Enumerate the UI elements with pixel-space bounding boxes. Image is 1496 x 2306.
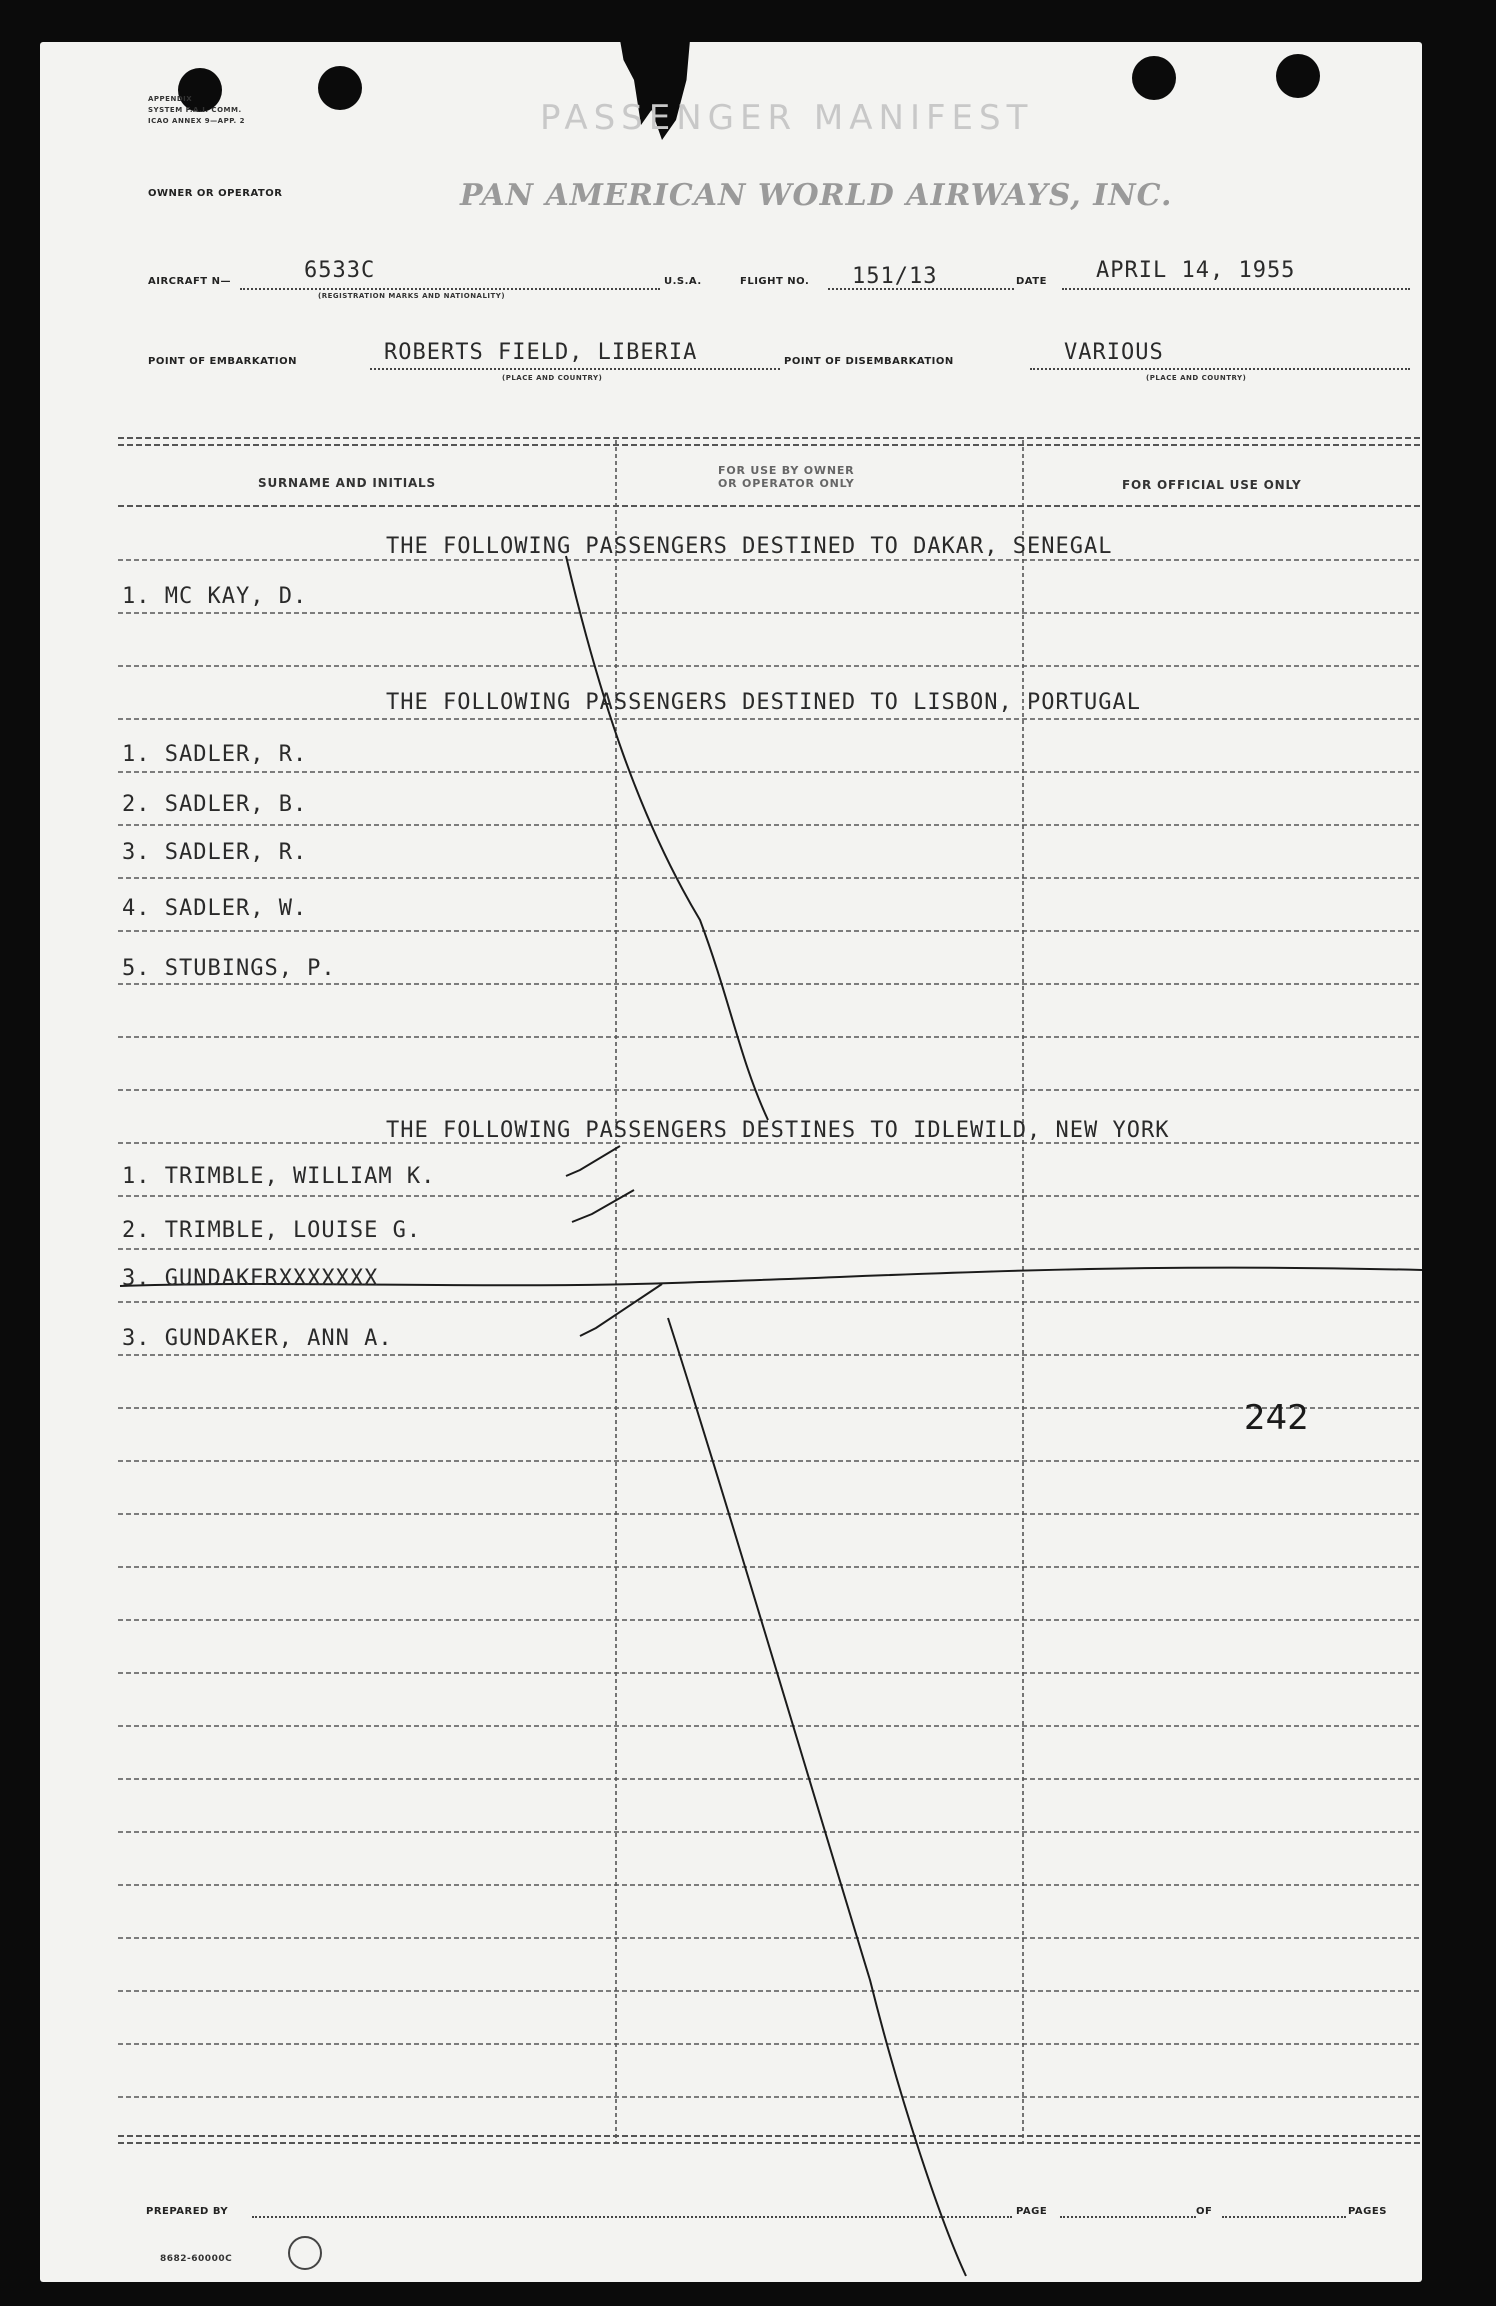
passenger-entry: 3. GUNDAKER, ANN A. [122, 1326, 393, 1351]
page-underline [1060, 2216, 1196, 2218]
section-heading-dakar: THE FOLLOWING PASSENGERS DESTINED TO DAKAR, SENEGAL [386, 534, 1113, 559]
of-label: OF [1196, 2206, 1213, 2217]
pages-label: PAGES [1348, 2206, 1387, 2217]
disembarkation-value: VARIOUS [1064, 340, 1164, 365]
col-owner-header-line1: FOR USE BY OWNER [718, 464, 855, 477]
prepared-by-underline [252, 2216, 1012, 2218]
embarkation-note: (PLACE AND COUNTRY) [502, 374, 603, 382]
ref-line: SYSTEM F.A.I. COMM. [148, 106, 242, 114]
embarkation-value: ROBERTS FIELD, LIBERIA [384, 340, 698, 365]
disembarkation-note: (PLACE AND COUNTRY) [1146, 374, 1247, 382]
date-label: DATE [1016, 276, 1047, 287]
prepared-by-label: PREPARED BY [146, 2206, 229, 2217]
aircraft-value: 6533C [304, 258, 376, 283]
handwritten-number: 242 [1244, 1398, 1309, 1438]
form-title: PASSENGER MANIFEST [540, 98, 1034, 138]
passenger-entry: 1. TRIMBLE, WILLIAM K. [122, 1164, 436, 1189]
col-owner-header [718, 464, 854, 490]
owner-label: OWNER OR OPERATOR [148, 188, 283, 199]
passenger-entry: 5. STUBINGS, P. [122, 956, 336, 981]
page-label: PAGE [1016, 2206, 1048, 2217]
flight-label: FLIGHT NO. [740, 276, 810, 287]
struck-entry: 3. GUNDAKERXXXXXXX [122, 1266, 379, 1291]
passenger-entry: 1. MC KAY, D. [122, 584, 308, 609]
col-surname-header: SURNAME AND INITIALS [258, 476, 436, 490]
embarkation-label: POINT OF EMBARKATION [148, 356, 298, 367]
usa-label: U.S.A. [664, 276, 702, 287]
ref-line: ICAO ANNEX 9—APP. 2 [148, 117, 246, 125]
passenger-entry: 2. SADLER, B. [122, 792, 308, 817]
section-heading-lisbon: THE FOLLOWING PASSENGERS DESTINED TO LISBON, PORTUGAL [386, 690, 1141, 715]
form-code: 8682-60000C [160, 2254, 233, 2264]
passenger-entry: 2. TRIMBLE, LOUISE G. [122, 1218, 422, 1243]
section-heading-newyork: THE FOLLOWING PASSENGERS DESTINES TO IDLEWILD, NEW YORK [386, 1118, 1170, 1143]
aircraft-label: AIRCRAFT N— [148, 276, 231, 287]
passenger-entry: 3. SADLER, R. [122, 840, 308, 865]
flight-value: 151/13 [852, 264, 938, 289]
printer-seal-icon [288, 2236, 322, 2270]
col-owner-header-line2: OR OPERATOR ONLY [718, 477, 855, 490]
passenger-entry: 4. SADLER, W. [122, 896, 308, 921]
passenger-entry: 1. SADLER, R. [122, 742, 308, 767]
ref-line: APPENDIX [148, 95, 193, 103]
owner-value: PAN AMERICAN WORLD AIRWAYS, INC. [460, 178, 1173, 213]
registration-note: (REGISTRATION MARKS AND NATIONALITY) [318, 292, 506, 300]
disembarkation-label: POINT OF DISEMBARKATION [784, 356, 954, 367]
of-underline [1222, 2216, 1346, 2218]
col-official-header: FOR OFFICIAL USE ONLY [1122, 478, 1302, 492]
date-value: APRIL 14, 1955 [1096, 258, 1296, 283]
